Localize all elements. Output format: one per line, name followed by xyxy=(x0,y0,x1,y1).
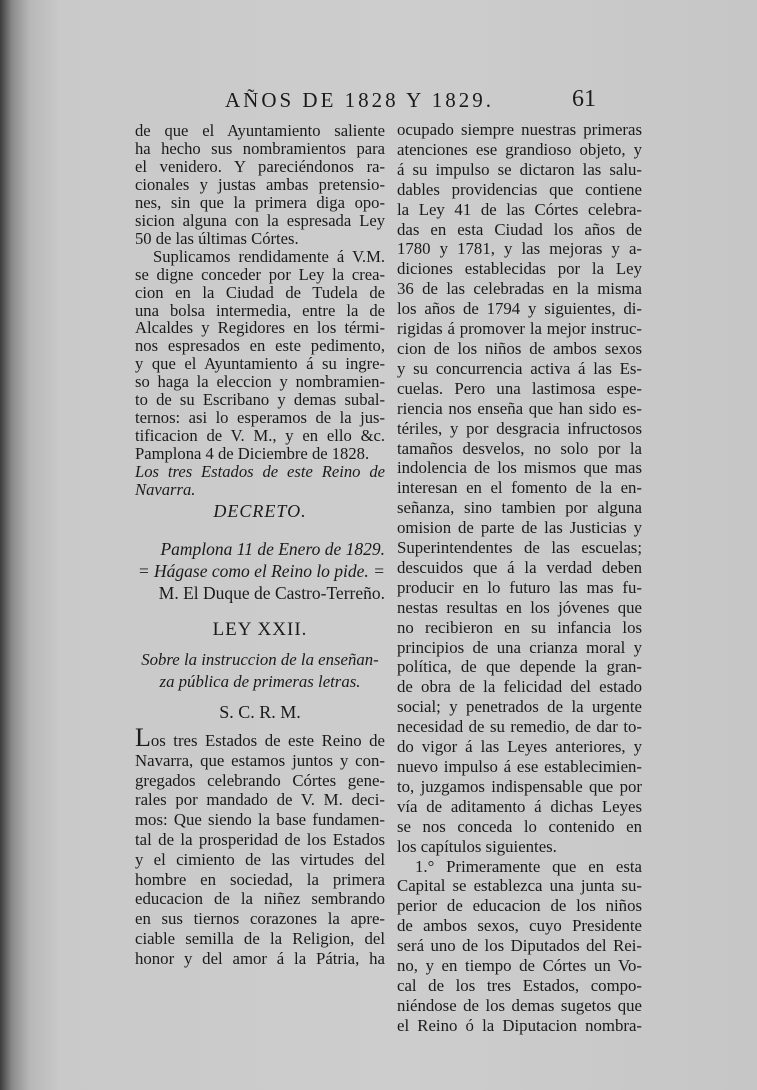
text-line: descuidos que á la verdad deben xyxy=(397,557,642,577)
text-line: en sus tiernos corazones la apre- xyxy=(135,909,385,929)
text-line: to, juzgamos indispensable que por xyxy=(397,776,642,796)
text-line: de obra de la felicidad del estado xyxy=(397,677,642,697)
text-line: 1780 y 1781, y las mejoras y a- xyxy=(397,239,642,259)
text-line: principios de una crianza moral y xyxy=(397,637,642,657)
text-line: das en esta Ciudad los años de xyxy=(397,219,642,239)
text-line: omision de parte de las Justicias y xyxy=(397,518,642,538)
text-line: 36 de las celebradas en la misma xyxy=(397,279,642,299)
text-line: se digne conceder por Ley la crea- xyxy=(135,264,385,284)
text-line: nuevo impulso á ese establecimien- xyxy=(397,757,642,776)
left-column-text xyxy=(135,122,385,499)
text-line: no recibieron en su infancia los xyxy=(397,617,642,637)
text-line: so haga la eleccion y nombramien- xyxy=(135,372,385,392)
decree-order: = Hágase como el Reino lo pide. = xyxy=(137,561,385,581)
text-line: ternos: asi lo esperamos de la jus- xyxy=(135,408,385,428)
text-line: tamaños desvelos, no solo por la xyxy=(397,438,642,458)
text-line: nos espresados en este pedimento, xyxy=(135,336,385,356)
text-line: ocupado siempre nuestras primeras xyxy=(397,120,642,139)
text-line: señanza, sino tambien por alguna xyxy=(397,498,642,518)
text-line xyxy=(135,723,385,752)
text-line: 1.° Primeramente que en esta xyxy=(415,856,642,876)
text-line: tal de la prosperidad de los Estados xyxy=(135,829,385,849)
page-number: 61 xyxy=(572,86,596,112)
text-line: una bolsa intermedia, entre la de xyxy=(135,300,385,320)
text-line: y el cimiento de las virtudes del xyxy=(135,849,385,869)
text-line: honor y del amor á la Pátria, ha xyxy=(135,948,385,968)
text-line: diciones establecidas por la Ley xyxy=(397,259,642,279)
text-line: vía de aditamento á dichas Leyes xyxy=(397,796,642,816)
text-line: tificacion de V. M., y en ello &c. xyxy=(135,426,385,446)
text-line: Superintendentes de las escuelas; xyxy=(397,538,642,558)
text-line: interesan en el fomento de la en- xyxy=(397,478,642,498)
text-line: ha hecho sus nombramientos para xyxy=(135,138,385,158)
text-line: nes, sin que la primera diga opo- xyxy=(135,192,385,212)
decree-date: Pamplona 11 de Enero de 1829. xyxy=(160,539,385,559)
running-title: AÑOS DE 1828 Y 1829. xyxy=(225,88,495,112)
text-line: á su impulso se dictaron las salu- xyxy=(397,159,642,179)
text-line: necesidad de su remedio, de dar to- xyxy=(397,717,642,737)
text-line: niéndose de los demas sugetos que xyxy=(397,995,642,1015)
text-line: política, de que depende la gran- xyxy=(397,657,642,677)
text-line: perior de educacion de los niños xyxy=(397,896,642,916)
text-line: se nos conceda lo contenido en xyxy=(397,816,642,836)
text-line: atenciones ese grandioso objeto, y xyxy=(397,139,642,159)
text-line: cal de los tres Estados, compo- xyxy=(397,975,642,995)
text-line: producir en lo futuro las mas fu- xyxy=(397,577,642,597)
text-line: Alcaldes y Regidores en los térmi- xyxy=(135,318,385,338)
decree-heading: DECRETO. xyxy=(213,501,307,521)
text-line: el Reino ó la Diputacion nombra- xyxy=(397,1015,642,1035)
text-line: dables providencias que contiene xyxy=(397,179,642,199)
text-line: Capital se establezca una junta su- xyxy=(397,876,642,896)
text-line: Pamplona 4 de Diciembre de 1828. xyxy=(135,444,370,464)
text-line: gregados celebrando Córtes gene- xyxy=(135,770,385,790)
text-line-content: os tres Estados de este Reino de xyxy=(150,731,385,750)
text-line: rales por mandado de V. M. deci- xyxy=(135,790,385,810)
law-subtitle-line-2: za pública de primeras letras. xyxy=(159,672,361,691)
law-subtitle-line-1: Sobre la instruccion de la enseñan- xyxy=(141,650,379,669)
text-line: la Ley 41 de las Córtes celebra- xyxy=(397,199,642,219)
text-line: social; y penetrados de la urgente xyxy=(397,697,642,717)
text-line: mos: Que siendo la base fundamen- xyxy=(135,810,385,830)
text-line: rigidas á promover la mejor instruc- xyxy=(397,319,642,339)
law-address: S. C. R. M. xyxy=(219,702,301,722)
text-line: cionales y justas ambas pretensio- xyxy=(135,174,385,194)
text-line: sicion alguna con la espresada Ley xyxy=(135,210,385,230)
left-column-law-text xyxy=(135,723,385,969)
text-line: cion en la Ciudad de Tudela de xyxy=(135,282,385,302)
text-line: Navarra. xyxy=(135,480,196,500)
text-line: y que el Ayuntamiento á su ingre- xyxy=(135,354,385,374)
right-column-text xyxy=(397,120,642,1036)
text-line: cuelas. Pero una lastimosa espe- xyxy=(397,378,642,398)
law-title: LEY XXII. xyxy=(212,619,308,640)
text-line: to de su Escribano y demas subal- xyxy=(135,390,385,410)
text-line: riencia nos enseña que han sido es- xyxy=(397,398,642,418)
text-line: de ambos sexos, cuyo Presidente xyxy=(397,916,642,936)
text-line: el venidero. Y pareciéndonos ra- xyxy=(135,156,385,176)
text-line: será uno de los Diputados del Rei- xyxy=(397,936,642,956)
drop-cap: L xyxy=(135,723,151,752)
text-line: no, y en tiempo de Córtes un Vo- xyxy=(397,956,642,976)
decree-signature: M. El Duque de Castro-Terreño. xyxy=(158,583,385,603)
text-line: Suplicamos rendidamente á V.M. xyxy=(153,246,385,266)
text-line: indolencia de los mismos que mas xyxy=(397,458,642,478)
text-line: ciable semilla de la Religion, del xyxy=(135,928,385,948)
text-line: y su concurrencia activa á las Es- xyxy=(397,358,642,378)
text-line: hombre en sociedad, la primera xyxy=(135,869,385,889)
text-line: educacion de la niñez sembrando xyxy=(135,889,385,909)
text-line: tériles, y por desgracia infructosos xyxy=(397,418,642,438)
text-line: 50 de las últimas Córtes. xyxy=(135,228,299,248)
text-line: Los tres Estados de este Reino de xyxy=(135,462,385,482)
text-line: los años de 1794 y siguientes, di- xyxy=(397,299,642,319)
text-line: do vigor á las Leyes anteriores, y xyxy=(397,737,642,757)
text-line: de que el Ayuntamiento saliente xyxy=(135,121,385,140)
text-line: nestas resultas en los jóvenes que xyxy=(397,597,642,617)
text-line: cion de los niños de ambos sexos xyxy=(397,338,642,358)
text-line: Navarra, que estamos juntos y con- xyxy=(135,750,385,770)
text-line: los capítulos siguientes. xyxy=(397,836,557,856)
